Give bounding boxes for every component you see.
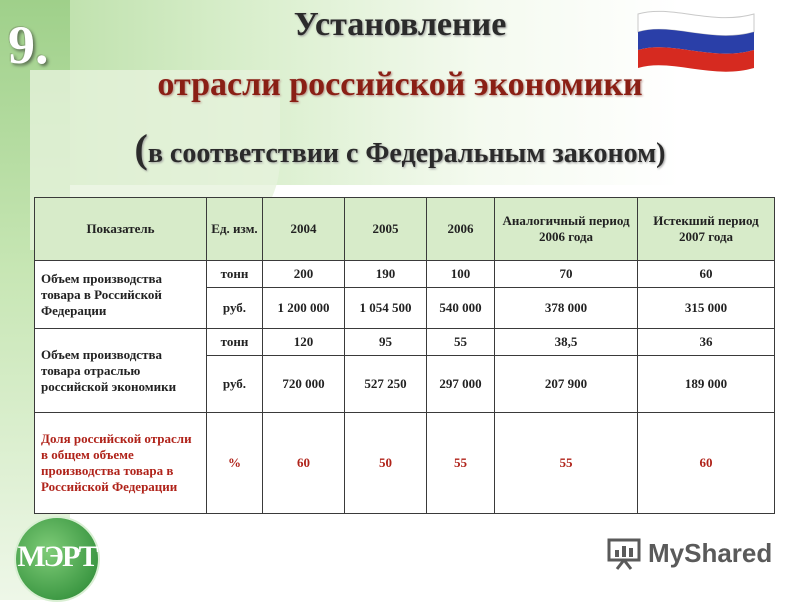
unit-cell: тонн xyxy=(207,329,263,356)
value-cell: 1 200 000 xyxy=(263,288,345,329)
slide-number: 9. xyxy=(8,15,49,75)
header-cell: Показатель xyxy=(35,198,207,261)
unit-cell: тонн xyxy=(207,261,263,288)
data-table xyxy=(34,197,775,514)
value-cell: 1 054 500 xyxy=(345,288,427,329)
value-cell: 527 250 xyxy=(345,356,427,413)
value-cell: 60 xyxy=(638,413,775,514)
table-row xyxy=(35,261,775,288)
value-cell: 190 xyxy=(345,261,427,288)
unit-cell: % xyxy=(207,413,263,514)
unit-cell: руб. xyxy=(207,288,263,329)
value-cell: 100 xyxy=(427,261,495,288)
value-cell: 38,5 xyxy=(495,329,638,356)
value-cell: 378 000 xyxy=(495,288,638,329)
presentation-icon xyxy=(606,536,642,570)
value-cell: 36 xyxy=(638,329,775,356)
value-cell: 120 xyxy=(263,329,345,356)
logo-text: МЭРТ xyxy=(17,540,97,573)
value-cell: 50 xyxy=(345,413,427,514)
title-line-3-text: в соответствии с Федеральным законом) xyxy=(147,138,666,169)
row-label: Объем производства товара в Российской Федерации xyxy=(35,261,207,329)
value-cell: 55 xyxy=(427,329,495,356)
unit-cell: руб. xyxy=(207,356,263,413)
row-label: Объем производства товара отраслью российской экономики xyxy=(35,329,207,413)
ministry-logo xyxy=(14,516,100,602)
value-cell: 207 900 xyxy=(495,356,638,413)
header-cell: 2004 xyxy=(263,198,345,261)
value-cell: 315 000 xyxy=(638,288,775,329)
title-open-paren: ( xyxy=(134,126,148,171)
table-row xyxy=(35,329,775,356)
header-cell: Истекший период 2007 года xyxy=(638,198,775,261)
value-cell: 200 xyxy=(263,261,345,288)
value-cell: 720 000 xyxy=(263,356,345,413)
table-row xyxy=(35,413,775,514)
value-cell: 55 xyxy=(427,413,495,514)
value-cell: 60 xyxy=(638,261,775,288)
value-cell: 540 000 xyxy=(427,288,495,329)
table-header-row xyxy=(35,198,775,261)
header-cell: 2005 xyxy=(345,198,427,261)
watermark-text: MyShared xyxy=(648,537,773,568)
title-line-1: Установление xyxy=(293,6,507,43)
value-cell: 189 000 xyxy=(638,356,775,413)
value-cell: 95 xyxy=(345,329,427,356)
header-cell: 2006 xyxy=(427,198,495,261)
row-label: Доля российской отрасли в общем объеме производства товара в Российской Федерации xyxy=(35,413,207,514)
title-line-3 xyxy=(0,125,800,172)
value-cell: 60 xyxy=(263,413,345,514)
header-cell: Ед. изм. xyxy=(207,198,263,261)
watermark xyxy=(606,536,772,570)
value-cell: 297 000 xyxy=(427,356,495,413)
header-cell: Аналогичный период 2006 года xyxy=(495,198,638,261)
value-cell: 55 xyxy=(495,413,638,514)
value-cell: 70 xyxy=(495,261,638,288)
title-line-2: отрасли российской экономики xyxy=(157,66,643,103)
